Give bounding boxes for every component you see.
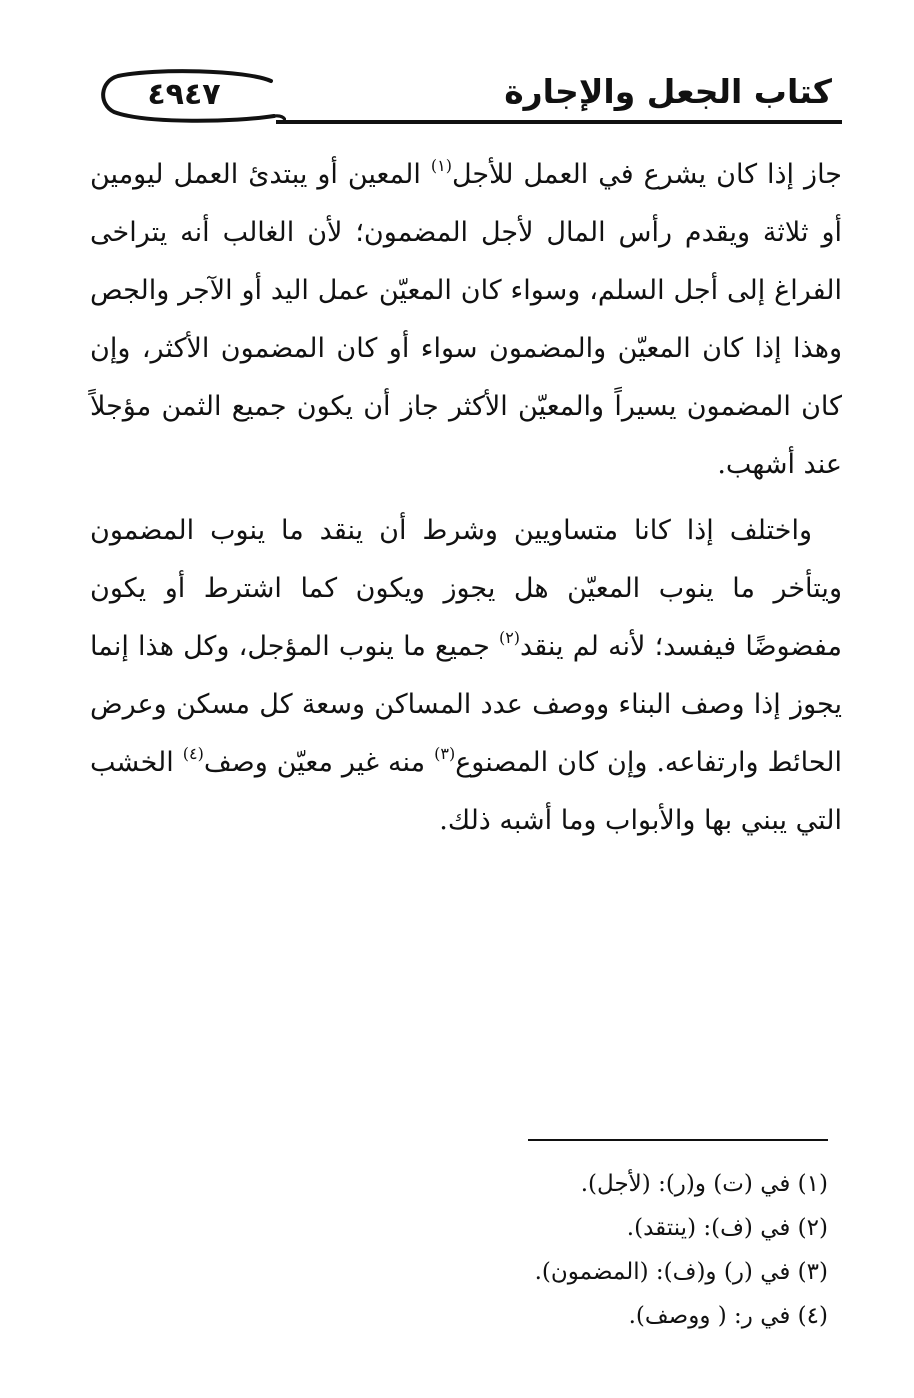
paragraph-2 bbox=[90, 502, 842, 850]
footnote-reference-1[interactable]: (١) bbox=[430, 156, 452, 175]
footnote-1: (١) في (ت) و(ر): (لأجل). bbox=[580, 1171, 828, 1197]
footnote-2: (٢) في (ف): (ينتقد). bbox=[626, 1215, 828, 1241]
footnote-reference-4[interactable]: (٤) bbox=[182, 744, 204, 763]
text-segment: جاز إذا كان يشرع في العمل للأجل bbox=[451, 159, 842, 190]
main-text bbox=[90, 146, 842, 850]
page-number: ٤٩٤٧ bbox=[147, 77, 221, 112]
page-number-badge bbox=[96, 66, 286, 126]
text-segment: واختلف إذا كانا متساويين وشرط أن ينقد ما ينوب المضمون ويتأخر ما ينوب المعيّن هل يجوز ويكون كما اشترط أو يكون مفضوضًا فيفسد؛ لأنه لم ينقد bbox=[90, 515, 842, 662]
text-segment: منه غير معيّن وصف bbox=[203, 747, 435, 778]
footnote-3: (٣) في (ر) و(ف): (المضمون). bbox=[534, 1259, 828, 1285]
book-title: كتاب الجعل والإجارة bbox=[504, 72, 832, 111]
header-rule bbox=[276, 120, 842, 124]
footnote-4: (٤) في ر: ( ووصف). bbox=[628, 1303, 828, 1329]
footnotes bbox=[328, 1162, 828, 1338]
footnote-reference-2[interactable]: (٢) bbox=[498, 628, 521, 647]
text-segment: الخشب التي يبني بها والأبواب وما أشبه ذلك. bbox=[90, 747, 842, 836]
text-segment: المعين أو يبتدئ العمل ليومين أو ثلاثة ويقدم رأس المال لأجل المضمون؛ لأن الغالب أنه يتراخى الفراغ إلى أجل السلم، وسواء كان المعيّن عمل اليد أو الآجر والجص وهذا إذا كان المعيّن والمضمون سواء أو كان المضمون الأكثر، وإن كان المضمون يسيراً والمعيّن الأكثر جاز أن يكون جميع الثمن مؤجلاً عند أشهب. bbox=[90, 159, 842, 480]
footnote-separator bbox=[528, 1139, 828, 1141]
footnote-reference-3[interactable]: (٣) bbox=[434, 744, 456, 763]
page-header bbox=[90, 58, 840, 128]
text-segment: جميع ما ينوب المؤجل، وكل هذا إنما يجوز إذا وصف البناء ووصف عدد المساكن وسعة كل مسكن وعرض الحائط وارتفاعه. وإن كان المصنوع bbox=[90, 631, 842, 778]
paragraph-1 bbox=[90, 146, 842, 494]
